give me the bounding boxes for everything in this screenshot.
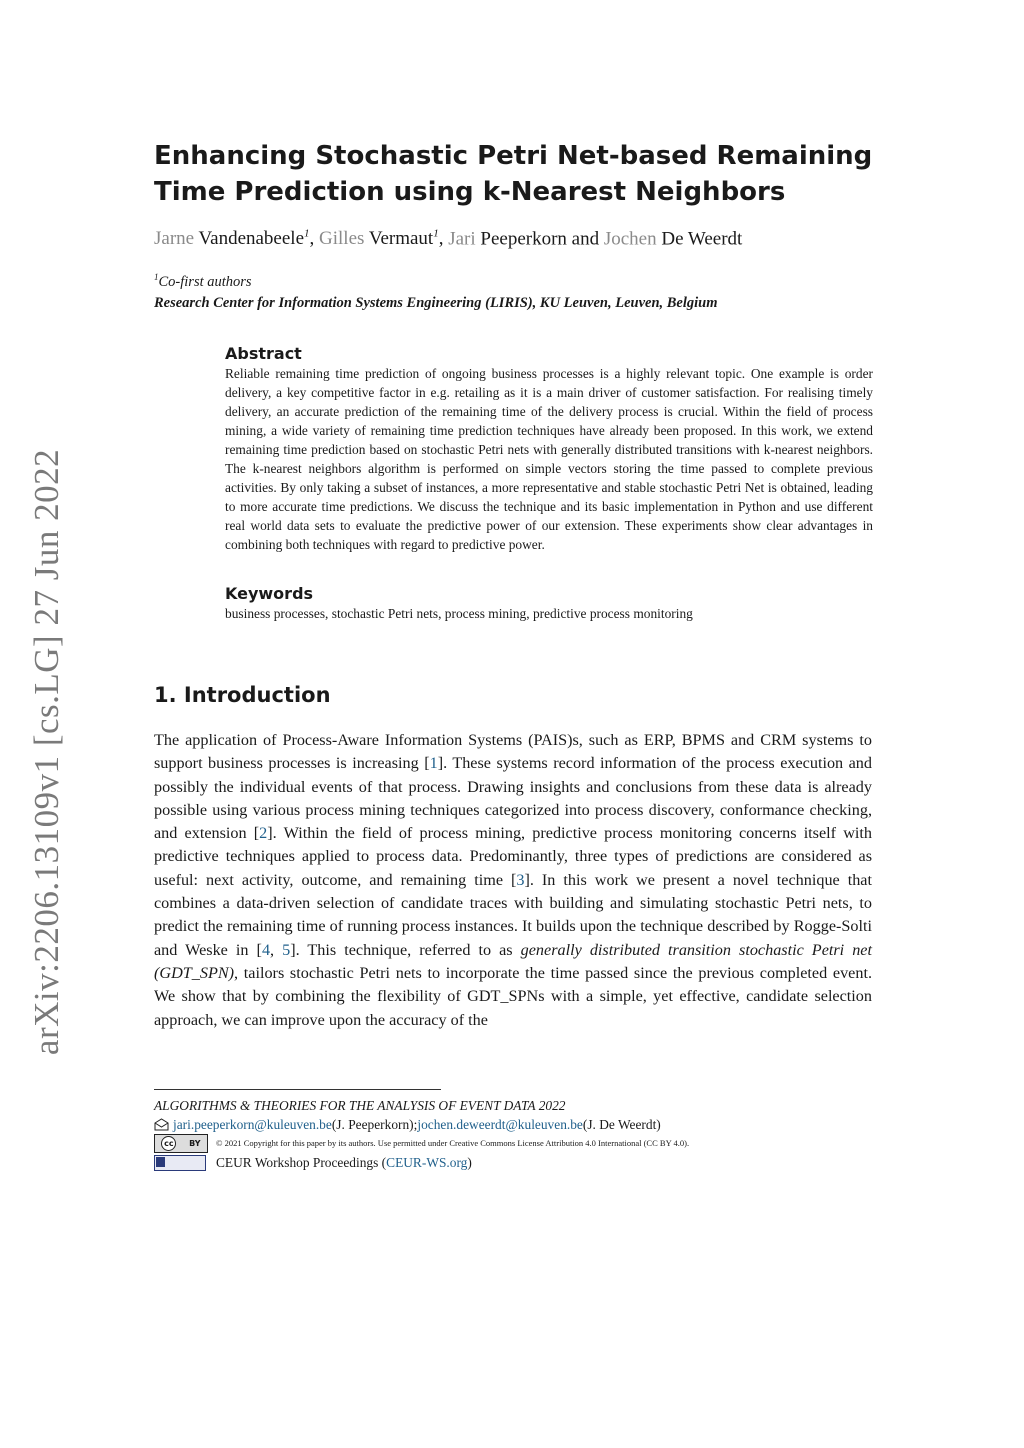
author-family-name: Vermaut bbox=[368, 228, 434, 250]
cc-by-icon bbox=[154, 1134, 208, 1153]
footnote-divider bbox=[154, 1089, 441, 1090]
emphasis-term: generally distributed transition stochastic Petri net (GDT_SPN) bbox=[154, 940, 872, 982]
author-2 bbox=[319, 228, 448, 249]
author-given-name: Gilles bbox=[319, 228, 365, 250]
venue-line: ALGORITHMS & THEORIES FOR THE ANALYSIS OF EVENT DATA 2022 bbox=[154, 1098, 566, 1113]
citation-link[interactable]: 1 bbox=[429, 754, 438, 773]
intro-text: , bbox=[270, 940, 283, 959]
author-given-name: Jochen bbox=[603, 228, 657, 250]
envelope-icon bbox=[154, 1118, 169, 1131]
ceur-text: CEUR Workshop Proceedings ( bbox=[216, 1155, 387, 1170]
author-4 bbox=[604, 228, 742, 249]
intro-text: ]. Within the field of process mining, predictive process monitoring concerns itself with predictive techniques applied to process data. Predominantly, three types of predictions are considered as useful: next activity, outcome, and remaining time [ bbox=[154, 824, 873, 889]
co-first-note bbox=[154, 272, 252, 291]
author-given-name: Jarne bbox=[154, 228, 195, 250]
intro-text: The application of Process-Aware Information Systems (PAIS)s, such as ERP, BPMS and CRM systems to support business processes is increasing [ bbox=[154, 731, 872, 773]
arxiv-id: arXiv:2206.13109v1 [cs.LG] 27 Jun 2022 bbox=[27, 448, 66, 1056]
author-separator: and bbox=[566, 228, 604, 250]
intro-text: ]. This technique, referred to as bbox=[290, 940, 521, 959]
keywords-text: business processes, stochastic Petri nets, process mining, predictive process monitoring bbox=[225, 606, 693, 621]
email-owner-2: (J. De Weerdt) bbox=[582, 1117, 661, 1132]
author-family-name: Vandenabeele bbox=[198, 228, 305, 250]
paper-title bbox=[154, 138, 914, 210]
author-1 bbox=[154, 228, 319, 249]
ceur-logo-icon bbox=[154, 1155, 206, 1171]
author-3 bbox=[448, 228, 604, 249]
author-family-name: Peeperkorn bbox=[480, 228, 567, 250]
footnotes bbox=[154, 1096, 874, 1172]
abstract-section bbox=[225, 344, 873, 554]
license-text: © 2021 Copyright for this paper by its authors. Use permitted under Creative Commons License Attribution 4.0 International (CC BY 4.0). bbox=[216, 1138, 690, 1148]
citation-link[interactable]: 3 bbox=[516, 870, 525, 889]
keywords-section bbox=[225, 584, 873, 623]
cc-label: cc bbox=[161, 1136, 176, 1151]
note-text: Co-first authors bbox=[158, 273, 252, 290]
citation-link[interactable]: 2 bbox=[259, 824, 268, 843]
author-list bbox=[154, 228, 914, 250]
keywords-heading: Keywords bbox=[225, 584, 314, 603]
intro-text: , tailors stochastic Petri nets to incorporate the time passed since the previous completed event. We show that by combining the flexibility of GDT_SPNs with a simple, yet effective, candidate selection approach, we can improve upon the accuracy of the bbox=[154, 963, 872, 1029]
abstract-text: Reliable remaining time prediction of ongoing business processes is a highly relevant topic. One example is order delivery, a key competitive factor in e.g. retailing as it is a main driver of customer satisfaction. For realising timely delivery, an accurate prediction of the remaining time of the delivery process is crucial. Within the field of process mining, a wide variety of remaining time prediction techniques have already been proposed. In this work, we extend remaining time prediction based on stochastic Petri nets with generally distributed transitions with k-nearest neighbors. The k-nearest neighbors algorithm is performed on simple vectors storing the time passed to complete previous activities. By only taking a subset of instances, a more representative and stable stochastic Petri Net is obtained, leading to more accurate time predictions. We discuss the technique and its basic implementation in Python and use different real world data sets to evaluate the predictive power of our extension. These experiments show clear advantages in combining both techniques with regard to predictive power. bbox=[225, 366, 873, 552]
abstract-heading: Abstract bbox=[225, 344, 302, 363]
license-line bbox=[154, 1134, 874, 1153]
intro-text: ]. In this work we present a novel technique that combines a data-driven selection of candidate traces with building and simulating stochastic Petri nets, to predict the remaining time of running process instances. It builds upon the technique described by Rogge-Solti and Weske in [ bbox=[154, 870, 872, 959]
email-line bbox=[154, 1115, 874, 1134]
citation-link[interactable]: 4 bbox=[261, 940, 271, 959]
introduction-paragraph bbox=[154, 729, 872, 1032]
affiliation: Research Center for Information Systems Engineering (LIRIS), KU Leuven, Leuven, Belgium bbox=[154, 295, 718, 311]
author-family-name: De Weerdt bbox=[661, 228, 743, 250]
ceur-link[interactable]: CEUR-WS.org bbox=[386, 1155, 468, 1170]
arxiv-watermark bbox=[22, 448, 72, 1056]
citation-link[interactable]: 5 bbox=[282, 940, 291, 959]
email-owner-1: (J. Peeperkorn); bbox=[331, 1117, 418, 1132]
author-separator: , bbox=[309, 228, 320, 250]
intro-text: ]. These systems record information of the process execution and possibly the individual events of that process. Drawing insights and conclusions from these data is already possible using various process mining techniques categorized into process discovery, conformance checking, and extension [ bbox=[154, 754, 872, 843]
author-mark: 1 bbox=[433, 228, 439, 240]
author-separator: , bbox=[438, 228, 449, 250]
by-label: BY bbox=[189, 1139, 201, 1148]
author-mark: 1 bbox=[304, 228, 310, 240]
email-link-deweerdt[interactable]: jochen.deweerdt@kuleuven.be bbox=[417, 1117, 583, 1132]
introduction-heading: 1. Introduction bbox=[154, 683, 331, 707]
title-line-2: Time Prediction using k-Nearest Neighbors bbox=[154, 177, 786, 207]
author-given-name: Jari bbox=[448, 228, 476, 250]
email-link-peeperkorn[interactable]: jari.peeperkorn@kuleuven.be bbox=[173, 1117, 332, 1132]
ceur-close: ) bbox=[467, 1155, 472, 1170]
note-mark: 1 bbox=[154, 272, 159, 282]
ceur-line bbox=[154, 1153, 874, 1172]
title-line-1: Enhancing Stochastic Petri Net-based Remaining bbox=[154, 141, 873, 171]
